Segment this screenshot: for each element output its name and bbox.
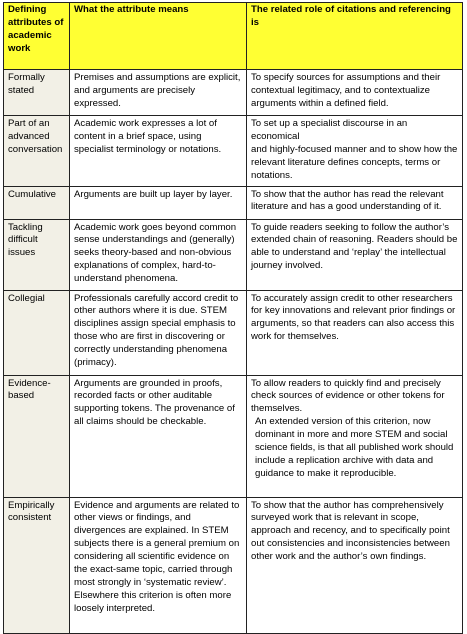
header-row — [4, 3, 463, 70]
header-citation-role: The related role of citations and referencing is — [247, 3, 463, 70]
academic-attributes-table — [3, 2, 463, 634]
attribute-cell: Formally stated — [4, 70, 70, 116]
role-cell: To show that the author has comprehensively surveyed work that is relevant in scope, approach and recency, and to specifically point out consistencies and inconsistencies between other work and the author’s own findings. — [247, 497, 463, 633]
header-attribute-meaning: What the attribute means — [70, 3, 247, 70]
attributes-table-page — [3, 2, 462, 634]
attribute-cell: Tackling difficult issues — [4, 219, 70, 290]
attribute-cell: Part of an advanced conversation — [4, 116, 70, 187]
role-cell: To specify sources for assumptions and their contextual legitimacy, and to contextualize arguments within a defined field. — [247, 70, 463, 116]
role-cell: To set up a specialist discourse in an economical and highly-focused manner and to show how the relevant literature defines concepts, terms or notations. — [247, 116, 463, 187]
table-row — [4, 219, 463, 290]
meaning-cell: Evidence and arguments are related to other views or findings, and divergences are explained. In STEM subjects there is a general premium on considering all scientific evidence on the exact-same topic, carried through most strongly in ‘systematic review’. Elsewhere this criterion is often more loosely interpreted. — [70, 497, 247, 633]
table-row — [4, 375, 463, 497]
role-cell: To accurately assign credit to other researchers for key innovations and relevant prior findings or arguments, so that readers can also access this work for themselves. — [247, 290, 463, 375]
table-row — [4, 497, 463, 633]
attribute-cell: Cumulative — [4, 186, 70, 219]
header-defining-attributes: Defining attributes of academic work — [4, 3, 70, 70]
table-row — [4, 70, 463, 116]
meaning-cell: Academic work goes beyond common sense understandings and (generally) seeks theory-based and non-obvious explanations of complex, hard-to- understand phenomena. — [70, 219, 247, 290]
role-cell: To show that the author has read the relevant literature and has a good understanding of it. — [247, 186, 463, 219]
attribute-cell: Evidence- based — [4, 375, 70, 497]
role-text: To allow readers to quickly find and precisely check sources of evidence or other tokens for themselves. — [251, 377, 445, 415]
meaning-cell: Academic work expresses a lot of content in a brief space, using specialist terminology or notations. — [70, 116, 247, 187]
meaning-cell: Arguments are grounded in proofs, recorded facts or other auditable supporting tokens. The provenance of all claims should be checkable. — [70, 375, 247, 497]
table-row — [4, 290, 463, 375]
attribute-cell: Empirically consistent — [4, 497, 70, 633]
meaning-cell: Professionals carefully accord credit to other authors where it is due. STEM disciplines assign special emphasis to those who are first in discovering or correctly understanding phenomena (primacy). — [70, 290, 247, 375]
attribute-cell: Collegial — [4, 290, 70, 375]
role-cell — [247, 375, 463, 497]
meaning-cell: Arguments are built up layer by layer. — [70, 186, 247, 219]
table-row — [4, 186, 463, 219]
role-cell: To guide readers seeking to follow the author’s extended chain of reasoning. Readers should be able to understand and ‘replay’ the intellectual journey involved. — [247, 219, 463, 290]
table-row — [4, 116, 463, 187]
meaning-cell: Premises and assumptions are explicit, and arguments are precisely expressed. — [70, 70, 247, 116]
role-extended-text: An extended version of this criterion, now dominant in more and more STEM and social science fields, is that all published work should include a replication archive with data and guidance to make it reproducible. — [255, 416, 454, 479]
